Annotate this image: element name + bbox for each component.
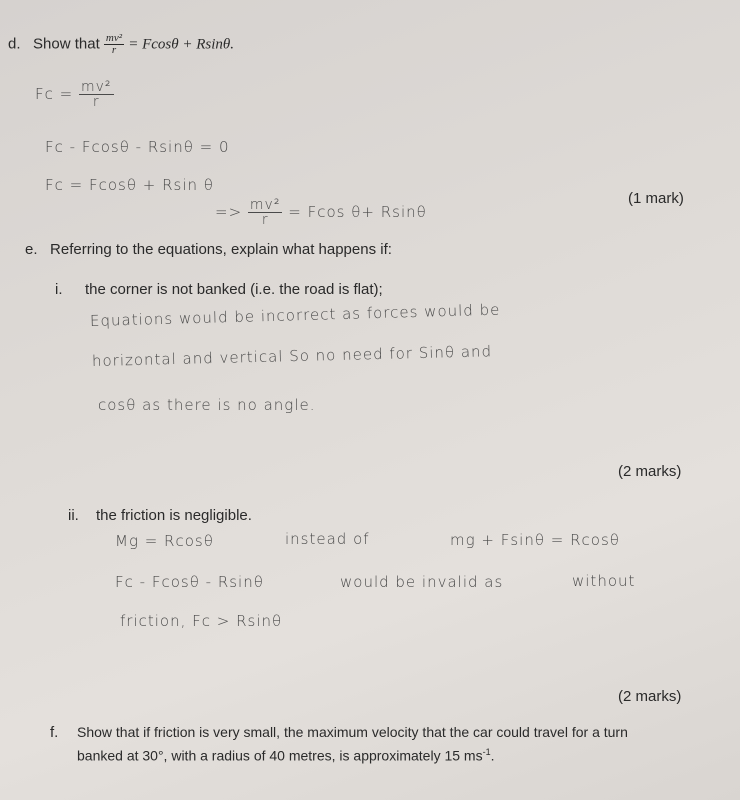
- fraction: [104, 33, 124, 56]
- handwritten-text: would be invalid as: [340, 573, 504, 591]
- superscript: -1: [482, 747, 491, 757]
- question-f-line1: Show that if friction is very small, the maximum velocity that the car could travel for a turn: [77, 724, 628, 740]
- handwritten-text: friction, Fc > Rsinθ: [120, 612, 283, 630]
- part-i-label: i.: [55, 281, 63, 298]
- denominator: r: [111, 44, 117, 56]
- question-text: Show that: [33, 35, 100, 53]
- fraction: [248, 198, 283, 227]
- fraction: [79, 80, 114, 109]
- handwritten-text: without: [572, 572, 636, 590]
- period: .: [490, 747, 495, 764]
- question-text: banked at 30°, with a radius of 40 metres, is approximately 15 ms: [77, 747, 483, 764]
- handwritten-line: Fc = Fcosθ + Rsin θ: [45, 176, 214, 194]
- marks-label: (1 mark): [628, 190, 684, 207]
- marks-label: (2 marks): [618, 688, 682, 705]
- handwritten-line: horizontal and vertical So no need for Sinθ and: [91, 342, 493, 370]
- handwritten-line: [35, 80, 114, 109]
- marks-label: (2 marks): [618, 463, 682, 480]
- equation-rhs: = Fcosθ + Rsinθ.: [128, 36, 235, 53]
- handwritten-text: Mg = Rcosθ: [115, 532, 214, 550]
- denominator: r: [261, 212, 269, 228]
- handwritten-text: = Fcos θ+ Rsinθ: [288, 203, 427, 221]
- handwritten-text: mg + Fsinθ = Rcosθ: [450, 531, 620, 549]
- question-f-line2: [77, 747, 494, 764]
- handwritten-text: Fc - Fcosθ - Rsinθ: [115, 573, 264, 591]
- numerator: mv²: [249, 197, 281, 213]
- part-ii-label: ii.: [68, 507, 79, 524]
- question-label: d.: [8, 35, 21, 53]
- part-ii-text: the friction is negligible.: [96, 507, 252, 524]
- part-i-text: the corner is not banked (i.e. the road is flat);: [85, 281, 383, 298]
- handwritten-text: instead of: [285, 530, 370, 548]
- question-f-label: f.: [50, 724, 59, 741]
- question-d: [8, 33, 234, 56]
- handwritten-text: =>: [215, 203, 243, 221]
- handwritten-line: Fc - Fcosθ - Rsinθ = 0: [45, 138, 230, 156]
- numerator: mv²: [81, 79, 112, 95]
- question-text: Referring to the equations, explain what happens if:: [50, 241, 392, 258]
- handwritten-line: Equations would be incorrect as forces would be: [89, 300, 501, 330]
- handwritten-line: cosθ as there is no angle.: [98, 396, 316, 414]
- question-label: e.: [25, 241, 38, 258]
- denominator: r: [92, 94, 100, 110]
- question-e: [25, 241, 392, 258]
- handwritten-text: Fc =: [35, 85, 74, 103]
- handwritten-line: [215, 198, 427, 227]
- numerator: mv²: [105, 32, 123, 44]
